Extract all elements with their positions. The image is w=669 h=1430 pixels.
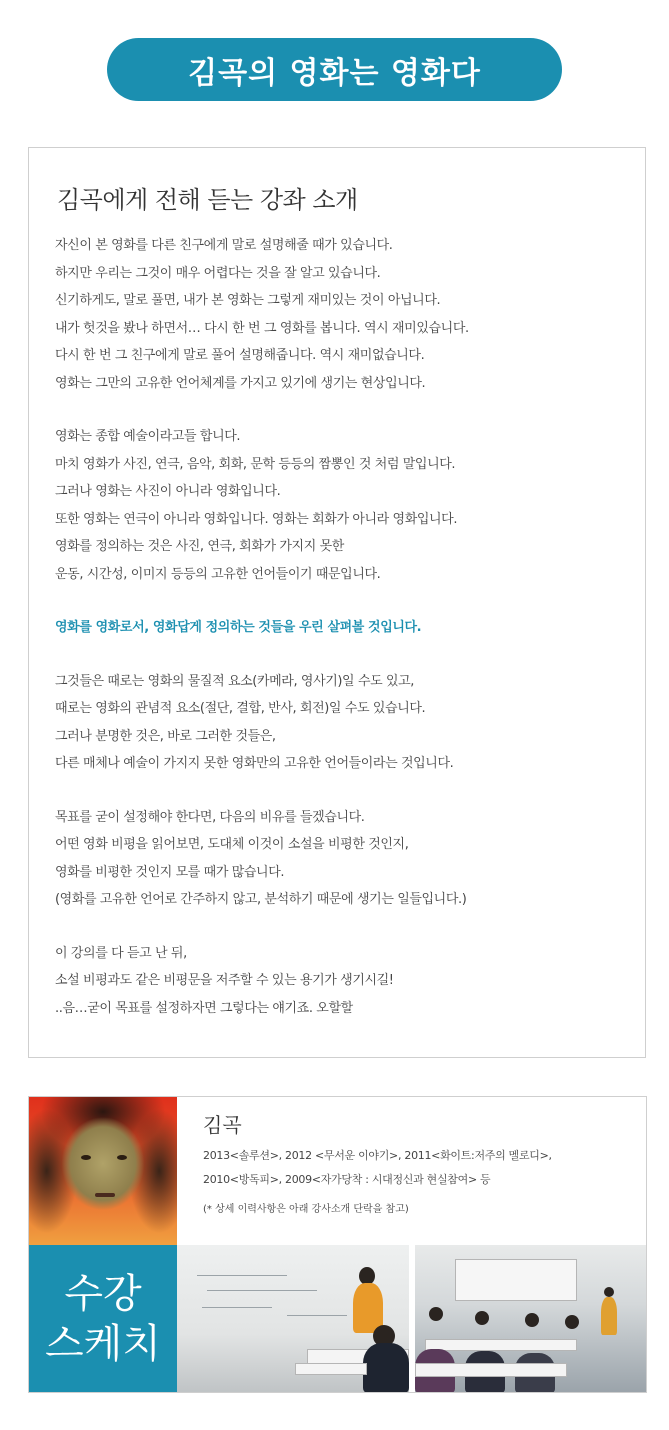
whiteboard-writing [287,1315,347,1316]
class-photo-classroom [415,1245,647,1393]
text-line: 어떤 영화 비평을 읽어보면, 도대체 이것이 소설을 비평한 것인지, [55,837,409,852]
desk [295,1363,367,1375]
instructor-bio [203,1109,552,1215]
filmography-line: 2013<솔루션>, 2012 <무서운 이야기>, 2011<화이트:저주의 멜로디>, [203,1149,552,1162]
highlight-text: 영화를 영화로서, 영화답게 정의하는 것들을 우린 살펴볼 것입니다. [55,620,422,635]
intro-paragraph-2 [55,423,630,588]
intro-paragraph-4 [55,804,630,914]
bio-note: (* 상세 이력사항은 아래 강사소개 단락을 참고) [203,1204,409,1215]
page-banner [107,38,562,101]
whiteboard [455,1259,577,1301]
student-head [429,1307,443,1321]
whiteboard-writing [207,1290,317,1291]
intro-highlight-paragraph [55,614,630,642]
student [363,1343,409,1393]
text-line: 영화는 그만의 고유한 언어체계를 가지고 있기에 생기는 현상입니다. [55,375,426,391]
intro-paragraph-3 [55,668,630,778]
text-line: 영화를 비평한 것인지 모를 때가 많습니다. [55,864,285,880]
filmography-line: 2010<방독피>, 2009<자가당착 : 시대정신과 현실참여> 등 [203,1173,491,1186]
portrait-eye [81,1155,91,1160]
text-line: 영화는 종합 예술이라고들 합니다. [55,429,241,444]
text-line: 다시 한 번 그 친구에게 말로 풀어 설명해줍니다. 역시 재미없습니다. [55,348,425,363]
portrait-mouth [95,1193,115,1197]
lecturer-head [604,1287,614,1297]
text-line: 자신이 본 영화를 다른 친구에게 말로 설명해줄 때가 있습니다. [55,238,393,253]
class-sketch-label [29,1245,177,1393]
text-line: 마치 영화가 사진, 연극, 음악, 회화, 문학 등등의 짬뽕인 것 처럼 말입니다. [55,456,456,472]
text-line: 때로는 영화의 관념적 요소(절단, 결합, 반사, 회전)일 수도 있습니다. [55,701,426,716]
text-line: (영화를 고유한 언어로 간주하지 않고, 분석하기 때문에 생기는 일들입니다.) [55,892,467,907]
class-photo-whiteboard [177,1245,409,1393]
portrait-eye [117,1155,127,1160]
text-line: 그러나 분명한 것은, 바로 그러한 것들은, [55,728,276,744]
text-line: 운동, 시간성, 이미지 등등의 고유한 언어들이기 때문입니다. [55,566,381,582]
intro-heading: 김곡에게 전해 듣는 강좌 소개 [57,186,358,214]
text-line: 이 강의를 다 듣고 난 뒤, [55,945,187,961]
intro-paragraph-5 [55,940,630,1023]
sketch-label-line1: 수강 [64,1271,142,1317]
student-head [565,1315,579,1329]
whiteboard-writing [202,1307,272,1308]
text-line: 신기하게도, 말로 풀면, 내가 본 영화는 그렇게 재미있는 것이 아닙니다. [55,293,441,308]
intro-paragraph-1 [55,232,630,397]
desk-row [415,1363,567,1377]
text-line: ..음…굳이 목표를 설정하자면 그렇다는 얘기죠. 오할할 [55,1000,353,1016]
student-head [475,1311,489,1325]
intro-section [28,147,646,1058]
instructor-profile [28,1096,647,1393]
text-line: 목표를 굳이 설정해야 한다면, 다음의 비유를 들겠습니다. [55,809,365,825]
student-head [525,1313,539,1327]
text-line: 그것들은 때로는 영화의 물질적 요소(카메라, 영사기)일 수도 있고, [55,673,415,689]
sketch-label-line2: 스케치 [45,1321,161,1367]
desk-row [425,1339,577,1351]
text-line: 내가 헛것을 봤나 하면서… 다시 한 번 그 영화를 봅니다. 역시 재미있습니다. [55,320,469,336]
text-line: 영화를 정의하는 것은 사진, 연극, 회화가 가지지 못한 [55,539,344,554]
whiteboard-writing [197,1275,287,1276]
banner-title: 김곡의 영화는 영화다 [188,55,481,91]
text-line: 그러나 영화는 사진이 아니라 영화입니다. [55,484,281,499]
text-line: 소설 비평과도 같은 비평문을 저주할 수 있는 용기가 생기시길! [55,973,394,988]
text-line: 다른 매체나 예술이 가지지 못한 영화만의 고유한 언어들이라는 것입니다. [55,756,454,771]
instructor-portrait [29,1097,177,1245]
lecturer [601,1297,617,1335]
intro-body [55,232,630,1048]
text-line: 또한 영화는 연극이 아니라 영화입니다. 영화는 회화가 아니라 영화입니다. [55,511,458,527]
instructor-name: 김곡 [203,1113,242,1137]
text-line: 하지만 우리는 그것이 매우 어렵다는 것을 잘 알고 있습니다. [55,265,381,281]
